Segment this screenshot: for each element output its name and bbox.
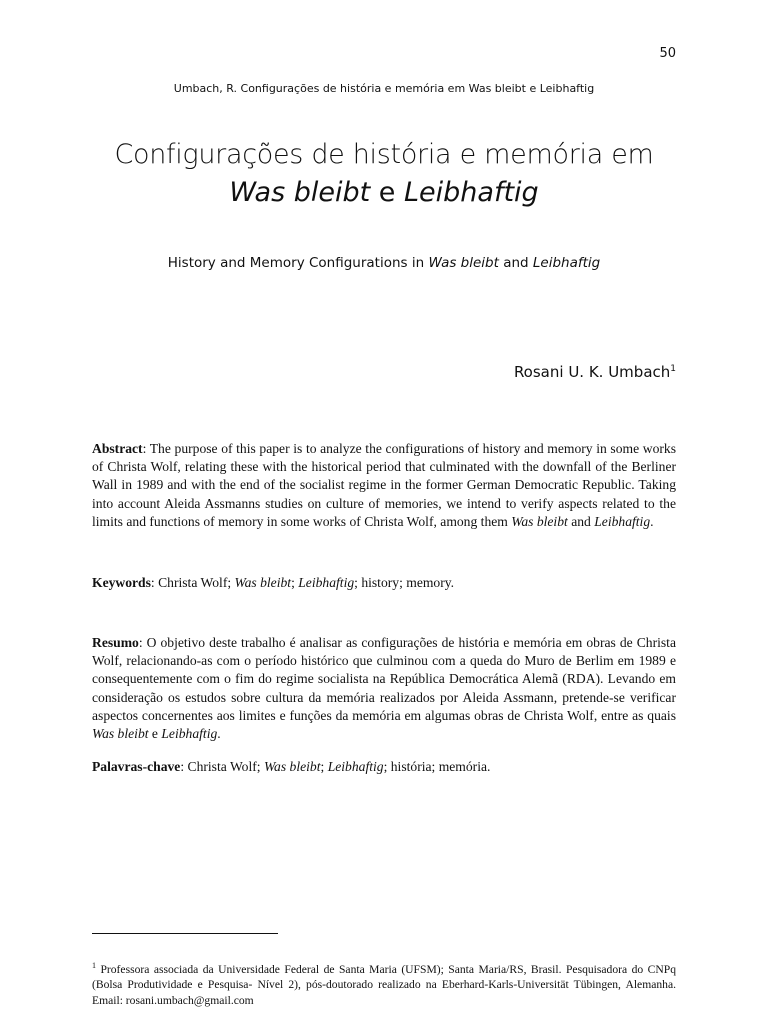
- footnote: [92, 958, 676, 1009]
- keywords-separator: ;: [291, 575, 299, 590]
- subtitle-text-1: History and Memory Configurations in: [167, 255, 429, 271]
- author-name-text: Rosani U. K. Umbach: [513, 363, 671, 381]
- abstract-end: .: [650, 513, 654, 529]
- palavras-label: Palavras-chave: [92, 759, 181, 774]
- abstract-text: : The purpose of this paper is to analyze the configurations of history and memory in some works of Christa Wolf, relating these with the historical period that culminated with the downfall of the Berliner Wall in 1989 and with the end of the socialist regime in the former German Democratic Republic. Taking into account Aleida Assmanns studies on culture of memories, we intend to verify aspects related to the limits and functions of memory in some works of Christa Wolf, among them: [92, 441, 676, 529]
- footnote-text: Professora associada da Universidade Federal de Santa Maria (UFSM); Santa Maria/RS, Brasil. Pesquisadora do CNPq (Bolsa Produtividade e Pesquisa- Nível 2), pós-doutorado realizado na Eberhard-Karls-Universität Tübingen, Alemanha. Email: rosani.umbach@gmail.com: [92, 962, 676, 1008]
- title-line-1: Configurações de história e memória em: [114, 139, 654, 170]
- palavras-text-2: ; história; memória.: [383, 759, 491, 774]
- abstract-label: Abstract: [92, 441, 143, 456]
- footnote-divider: [92, 933, 278, 934]
- author-name: [514, 363, 676, 381]
- footnote-mark: 1: [92, 961, 96, 970]
- keywords-text-1: : Christa Wolf;: [150, 575, 235, 590]
- resumo-label: Resumo: [92, 635, 139, 650]
- palavras-work-1: Was bleibt: [263, 759, 321, 774]
- title-line-2: [0, 174, 768, 212]
- resumo-work-1: Was bleibt: [92, 726, 149, 742]
- resumo-end: .: [217, 726, 221, 742]
- abstract-and: and: [567, 513, 595, 529]
- article-title: [0, 136, 768, 212]
- palavras-separator: ;: [320, 759, 328, 774]
- title-conjunction: e: [370, 177, 404, 208]
- subtitle-text-2: and: [498, 255, 533, 271]
- palavras-text-1: : Christa Wolf;: [180, 759, 264, 774]
- palavras-chave-paragraph: [92, 758, 676, 776]
- subtitle-work-2: Leibhaftig: [532, 255, 601, 271]
- keywords-label: Keywords: [92, 575, 151, 590]
- resumo-paragraph: [92, 634, 676, 743]
- resumo-text: : O objetivo deste trabalho é analisar as configurações de história e memória em obras de Christa Wolf, relacionando-as com o período histórico que culminou com a queda do Muro de Berlim em 1989 e consequentemente com o fim do regime socialista na República Democrática Alemã (RDA). Levando em consideração os estudos sobre cultura da memória realizados por Aleida Assmann, pretende-se verificar aspectos concernentes aos limites e funções da memória em algumas obras de Christa Wolf, entre as quais: [92, 635, 676, 723]
- page-number: 50: [659, 46, 676, 61]
- keywords-text-2: ; history; memory.: [354, 575, 455, 590]
- title-work-2: Leibhaftig: [404, 177, 539, 208]
- keywords-work-1: Was bleibt: [234, 575, 292, 590]
- keywords-work-2: Leibhaftig: [298, 575, 355, 590]
- abstract-work-2: Leibhaftig: [594, 513, 651, 529]
- resumo-work-2: Leibhaftig: [161, 726, 218, 742]
- palavras-work-2: Leibhaftig: [327, 759, 384, 774]
- title-work-1: Was bleibt: [229, 177, 371, 208]
- subtitle-work-1: Was bleibt: [428, 255, 499, 271]
- keywords-paragraph: [92, 574, 676, 592]
- resumo-and: e: [148, 726, 162, 742]
- abstract-work-1: Was bleibt: [511, 513, 568, 529]
- running-header: Umbach, R. Configurações de história e memória em Was bleibt e Leibhaftig: [173, 82, 595, 95]
- author-footnote-mark: 1: [670, 364, 676, 374]
- english-subtitle: [0, 255, 768, 271]
- abstract-paragraph: [92, 440, 676, 531]
